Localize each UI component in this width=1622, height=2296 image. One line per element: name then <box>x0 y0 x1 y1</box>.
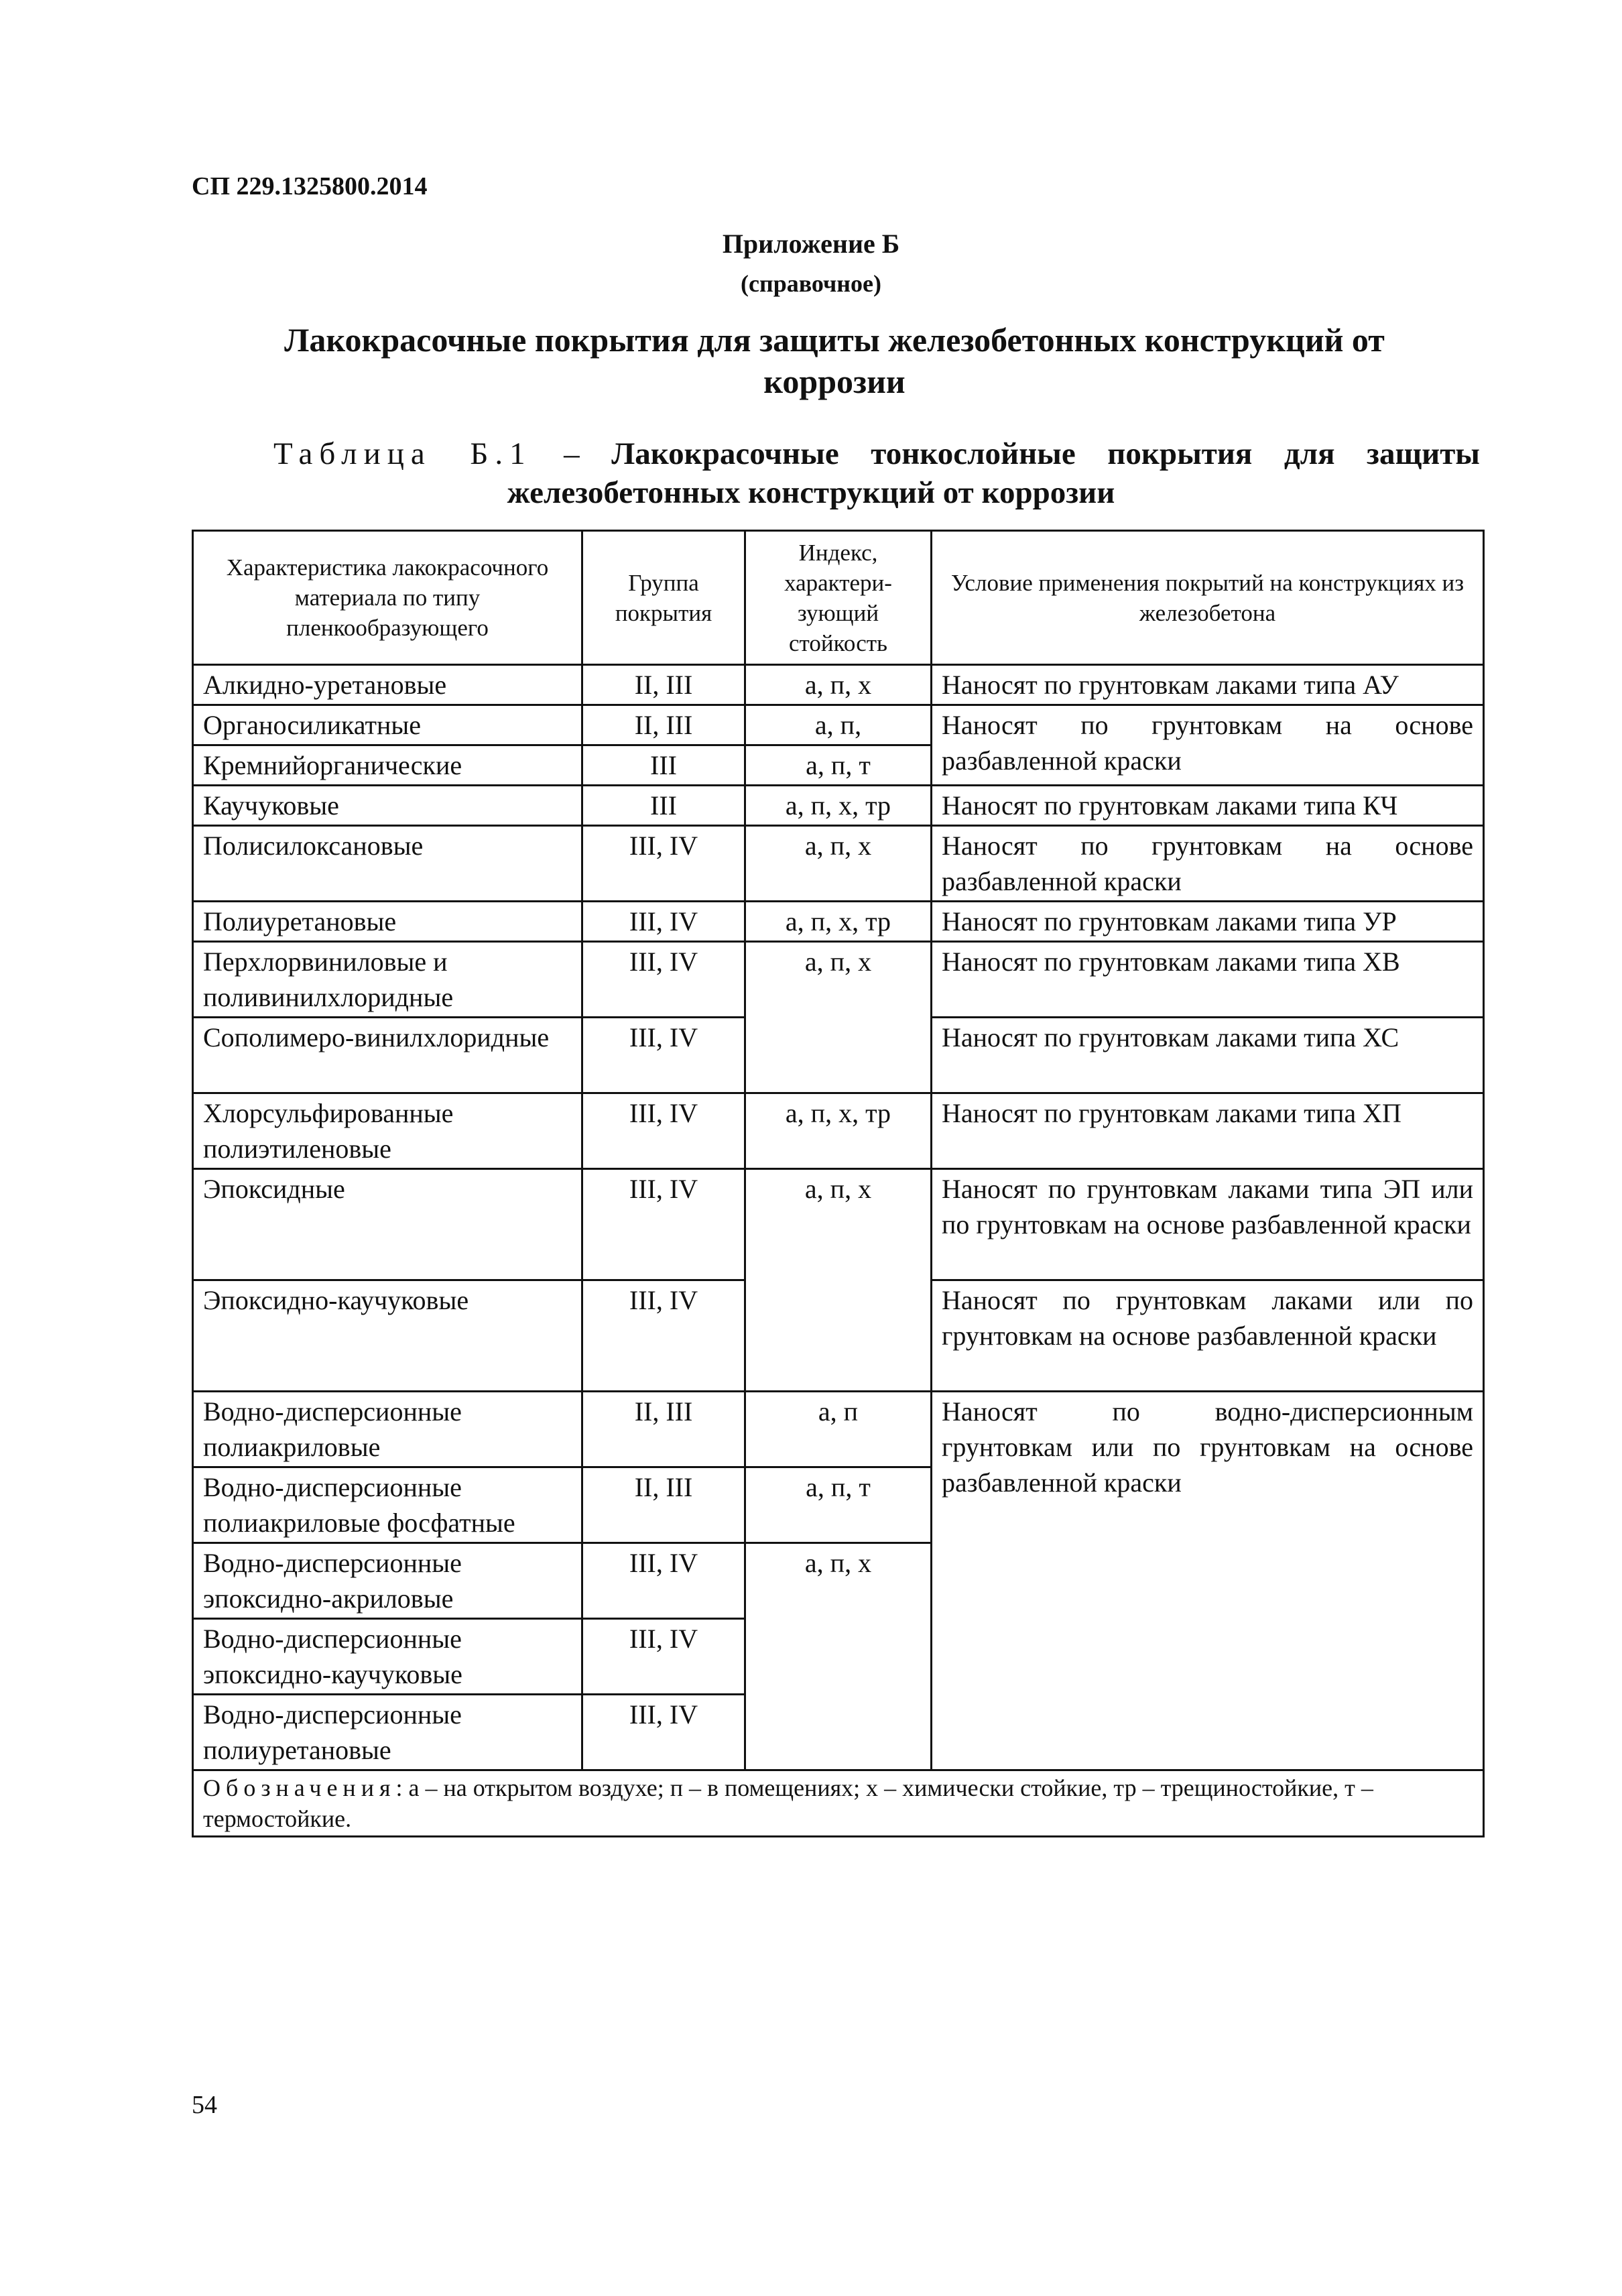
table-row <box>193 1169 1484 1280</box>
cell-material: Каучуковые <box>193 786 582 826</box>
table-row <box>193 1392 1484 1467</box>
cell-material: Органосиликатные <box>193 705 582 745</box>
header-index: Индекс, характери-зующий стойкость <box>745 531 932 665</box>
cell-group: III, IV <box>582 1280 745 1392</box>
cell-group: III <box>582 745 745 786</box>
cell-index: а, п, х <box>745 665 932 705</box>
table-caption-dash: – <box>532 436 612 471</box>
cell-group: III <box>582 786 745 826</box>
cell-condition: Наносят по грунтовкам лаками типа ХС <box>932 1018 1484 1093</box>
cell-material: Алкидно-уретановые <box>193 665 582 705</box>
appendix-title: Приложение Б <box>722 229 900 259</box>
cell-condition: Наносят по грунтовкам на основе разбавленной краски <box>932 826 1484 902</box>
page-number: 54 <box>192 2091 217 2119</box>
note-label: Обозначения <box>203 1774 396 1801</box>
table-caption <box>273 434 1480 473</box>
table-header-row <box>193 531 1484 665</box>
table-caption-line2: железобетонных конструкций от коррозии <box>507 475 1115 510</box>
cell-group: III, IV <box>582 1093 745 1169</box>
cell-group: III, IV <box>582 1169 745 1280</box>
cell-material: Сополимеро-винилхлоридные <box>193 1018 582 1093</box>
table-row <box>193 942 1484 1018</box>
cell-condition: Наносят по грунтовкам лаками типа ЭП или по грунтовкам на основе разбавленной краски <box>932 1169 1484 1280</box>
cell-index: а, п, х <box>745 942 932 1093</box>
cell-group: II, III <box>582 705 745 745</box>
cell-group: III, IV <box>582 1018 745 1093</box>
cell-condition: Наносят по грунтовкам лаками типа ХВ <box>932 942 1484 1018</box>
cell-index: а, п, х <box>745 826 932 902</box>
cell-index: а, п, х, тр <box>745 902 932 942</box>
cell-condition: Наносят по грунтовкам лаками типа УР <box>932 902 1484 942</box>
cell-material: Водно-дисперсионные полиакриловые <box>193 1392 582 1467</box>
cell-condition: Наносят по водно-дисперсионным грунтовкам или по грунтовкам на основе разбавленной краски <box>932 1392 1484 1770</box>
cell-index: а, п <box>745 1392 932 1467</box>
cell-index: а, п, т <box>745 1467 932 1543</box>
table-note <box>193 1770 1484 1837</box>
cell-index: а, п, <box>745 705 932 745</box>
document-code: СП 229.1325800.2014 <box>192 172 428 200</box>
cell-group: III, IV <box>582 826 745 902</box>
cell-material: Эпоксидные <box>193 1169 582 1280</box>
cell-index: а, п, т <box>745 745 932 786</box>
header-material: Характеристика лакокрасочного материала по типу пленкообразующего <box>193 531 582 665</box>
cell-group: III, IV <box>582 1619 745 1695</box>
table-row <box>193 826 1484 902</box>
cell-condition: Наносят по грунтовкам лаками или по грунтовкам на основе разбавленной краски <box>932 1280 1484 1392</box>
cell-material: Перхлорвиниловые и поливинилхлоридные <box>193 942 582 1018</box>
cell-material: Хлорсульфированные полиэтиленовые <box>193 1093 582 1169</box>
coatings-table <box>192 530 1485 1837</box>
cell-material: Эпоксидно-каучуковые <box>193 1280 582 1392</box>
header-group: Группа покрытия <box>582 531 745 665</box>
appendix-main-title: Лакокрасочные покрытия для защиты железобетонных конструкций от коррозии <box>284 321 1385 400</box>
table-row <box>193 902 1484 942</box>
cell-condition: Наносят по грунтовкам лаками типа КЧ <box>932 786 1484 826</box>
cell-group: III, IV <box>582 902 745 942</box>
cell-group: III, IV <box>582 942 745 1018</box>
table-caption-text-line1: Лакокрасочные тонкослойные покрытия для защиты <box>611 436 1480 471</box>
cell-condition: Наносят по грунтовкам лаками типа АУ <box>932 665 1484 705</box>
cell-material: Водно-дисперсионные полиакриловые фосфатные <box>193 1467 582 1543</box>
cell-material: Полисилоксановые <box>193 826 582 902</box>
cell-group: III, IV <box>582 1695 745 1770</box>
cell-material: Водно-дисперсионные эпоксидно-акриловые <box>193 1543 582 1619</box>
cell-material: Водно-дисперсионные полиуретановые <box>193 1695 582 1770</box>
header-condition: Условие применения покрытий на конструкциях из железобетона <box>932 531 1484 665</box>
cell-group: III, IV <box>582 1543 745 1619</box>
table-row <box>193 786 1484 826</box>
cell-group: II, III <box>582 1392 745 1467</box>
cell-index: а, п, х, тр <box>745 786 932 826</box>
table-row <box>193 705 1484 745</box>
cell-group: II, III <box>582 1467 745 1543</box>
cell-index: а, п, х, тр <box>745 1093 932 1169</box>
table-caption-label: Таблица Б.1 <box>273 436 532 471</box>
table-note-row <box>193 1770 1484 1837</box>
cell-condition: Наносят по грунтовкам на основе разбавленной краски <box>932 705 1484 786</box>
cell-index: а, п, х <box>745 1543 932 1770</box>
appendix-subtitle: (справочное) <box>740 270 881 297</box>
cell-condition: Наносят по грунтовкам лаками типа ХП <box>932 1093 1484 1169</box>
cell-material: Кремнийорганические <box>193 745 582 786</box>
cell-material: Полиуретановые <box>193 902 582 942</box>
note-text: : а – на открытом воздухе; п – в помещениях; х – химически стойкие, тр – трещиностойкие, т – термостойкие. <box>203 1774 1373 1832</box>
table-row <box>193 1093 1484 1169</box>
cell-material: Водно-дисперсионные эпоксидно-каучуковые <box>193 1619 582 1695</box>
cell-index: а, п, х <box>745 1169 932 1392</box>
cell-group: II, III <box>582 665 745 705</box>
table-row <box>193 665 1484 705</box>
